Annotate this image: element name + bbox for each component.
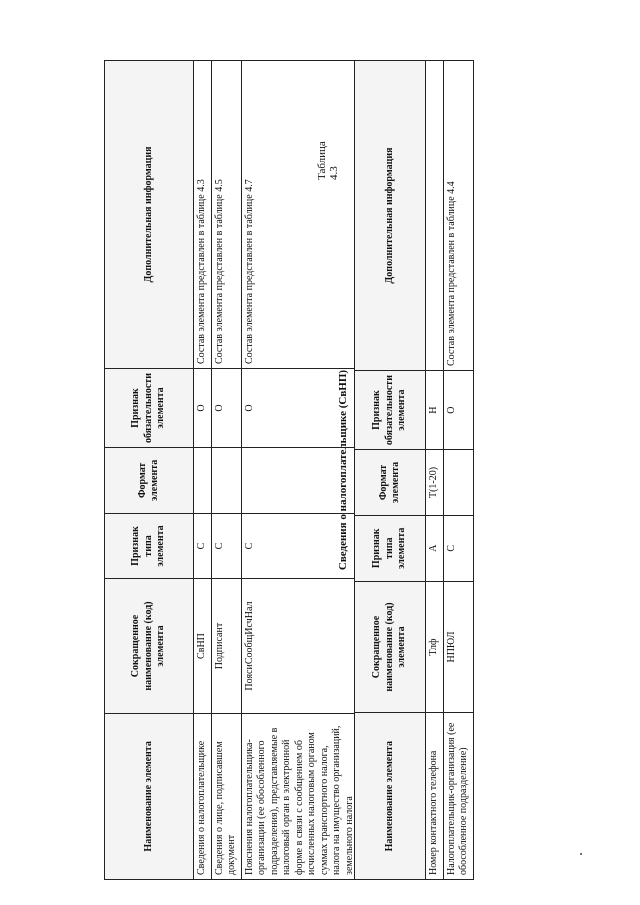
elements-table	[104, 60, 359, 880]
cell-info: Состав элемента представлен в таблице 4.5	[211, 61, 241, 369]
header-required: Признак обязательности элемента	[355, 371, 426, 450]
header-format: Формат элемента	[105, 448, 194, 514]
cell-code: СвНП	[194, 579, 212, 713]
header-name: Наименование элемента	[105, 713, 194, 879]
cell-required: О	[443, 371, 473, 450]
cell-type: С	[443, 515, 473, 581]
table-number: Таблица 4.3	[316, 141, 340, 180]
header-name: Наименование элемента	[355, 713, 426, 880]
header-required: Признак обязательности элемента	[105, 368, 194, 447]
cell-type: С	[194, 513, 212, 579]
cell-name: Номер контактного телефона	[426, 713, 444, 880]
taxpayer-table	[354, 60, 474, 880]
header-code: Сокращенное наименование (код) элемента	[355, 581, 426, 713]
cell-required: Н	[426, 371, 444, 450]
table-header-row	[355, 61, 426, 880]
header-format: Формат элемента	[355, 450, 426, 516]
cell-required: О	[211, 368, 241, 447]
header-type: Признак типа элемента	[105, 513, 194, 579]
section-title: Сведения о налогоплательщике (СвНП)	[337, 369, 349, 571]
margin-dot	[580, 853, 582, 855]
cell-format	[443, 450, 473, 516]
table-row	[443, 61, 473, 880]
cell-required: О	[194, 368, 212, 447]
cell-info: Состав элемента представлен в таблице 4.4	[443, 61, 473, 371]
cell-info: Состав элемента представлен в таблице 4.3	[194, 61, 212, 369]
cell-code: НПЮЛ	[443, 581, 473, 713]
cell-type: С	[241, 513, 359, 579]
header-info: Дополнительная информация	[105, 61, 194, 369]
cell-format: Т(1-20)	[426, 450, 444, 516]
header-info: Дополнительная информация	[355, 61, 426, 371]
cell-name: Сведения о налогоплательщике	[194, 713, 212, 879]
cell-format	[194, 448, 212, 514]
header-code: Сокращенное наименование (код) элемента	[105, 579, 194, 713]
table-row	[194, 61, 212, 880]
cell-code: Подписант	[211, 579, 241, 713]
table-row	[211, 61, 241, 880]
cell-required: О	[241, 368, 359, 447]
cell-name: Налогоплательщик-организация (ее обособленное подразделение)	[443, 713, 473, 880]
cell-type: А	[426, 515, 444, 581]
cell-code: ПоясиСообщИсчНал	[241, 579, 359, 713]
header-type: Признак типа элемента	[355, 515, 426, 581]
cell-name: Пояснения налогоплательщика-организации (ее обособленного подразделения), представляемые в налоговый орган в электронной форме в связи с сообщением об исчисленных налоговым органом суммах транспортного налога, налога на имущество организаций, земельного налога	[241, 713, 359, 879]
cell-type: С	[211, 513, 241, 579]
table-row	[426, 61, 444, 880]
cell-info	[426, 61, 444, 371]
cell-code: Тлф	[426, 581, 444, 713]
table-header-row	[105, 61, 194, 880]
cell-name: Сведения о лице, подписавшем документ	[211, 713, 241, 879]
cell-info: Состав элемента представлен в таблице 4.7	[241, 61, 359, 369]
cell-format	[211, 448, 241, 514]
